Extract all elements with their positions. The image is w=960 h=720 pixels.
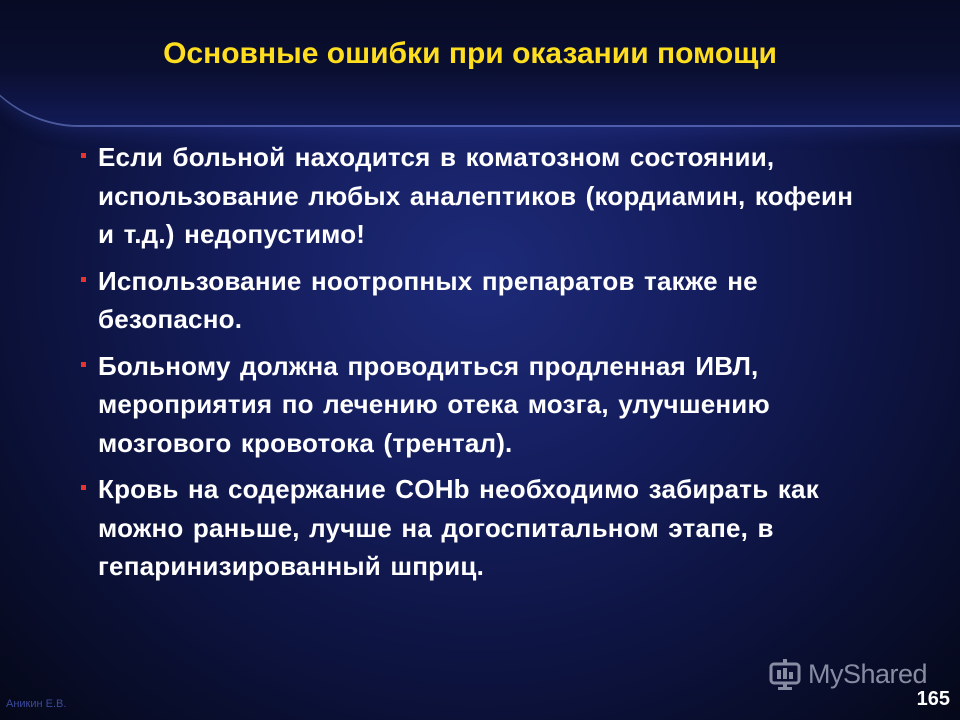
bullet-marker-icon bbox=[81, 362, 86, 367]
bullet-list bbox=[78, 138, 878, 594]
watermark bbox=[768, 657, 927, 691]
slide-title: Основные ошибки при оказании помощи bbox=[163, 37, 777, 70]
presentation-board-icon bbox=[768, 657, 802, 691]
bullet-item bbox=[78, 470, 878, 586]
bullet-marker-icon bbox=[81, 485, 86, 490]
watermark-text: MyShared bbox=[808, 658, 928, 689]
bullet-text: Больному должна проводиться продленная ИВЛ, мероприятия по лечению отека мозга, улучшению мозгового кровотока (трентал). bbox=[98, 350, 770, 458]
bullet-marker-icon bbox=[81, 153, 86, 158]
bullet-marker-icon bbox=[81, 277, 86, 282]
bullet-text: Использование ноотропных препаратов также не безопасно. bbox=[98, 265, 758, 334]
author-credit: Аникин Е.В. bbox=[6, 698, 67, 710]
bullet-text: Если больной находится в коматозном состоянии, использование любых аналептиков (кордиамин, кофеин и т.д.) недопустимо! bbox=[98, 142, 854, 249]
bullet-item bbox=[78, 347, 878, 463]
page-number: 165 bbox=[916, 688, 950, 710]
bullet-item bbox=[78, 138, 878, 254]
bullet-item bbox=[78, 262, 878, 339]
bullet-text: Кровь на содержание COHb необходимо забирать как можно раньше, лучше на догоспитальном этапе, в гепаринизированный шприц. bbox=[98, 474, 819, 581]
